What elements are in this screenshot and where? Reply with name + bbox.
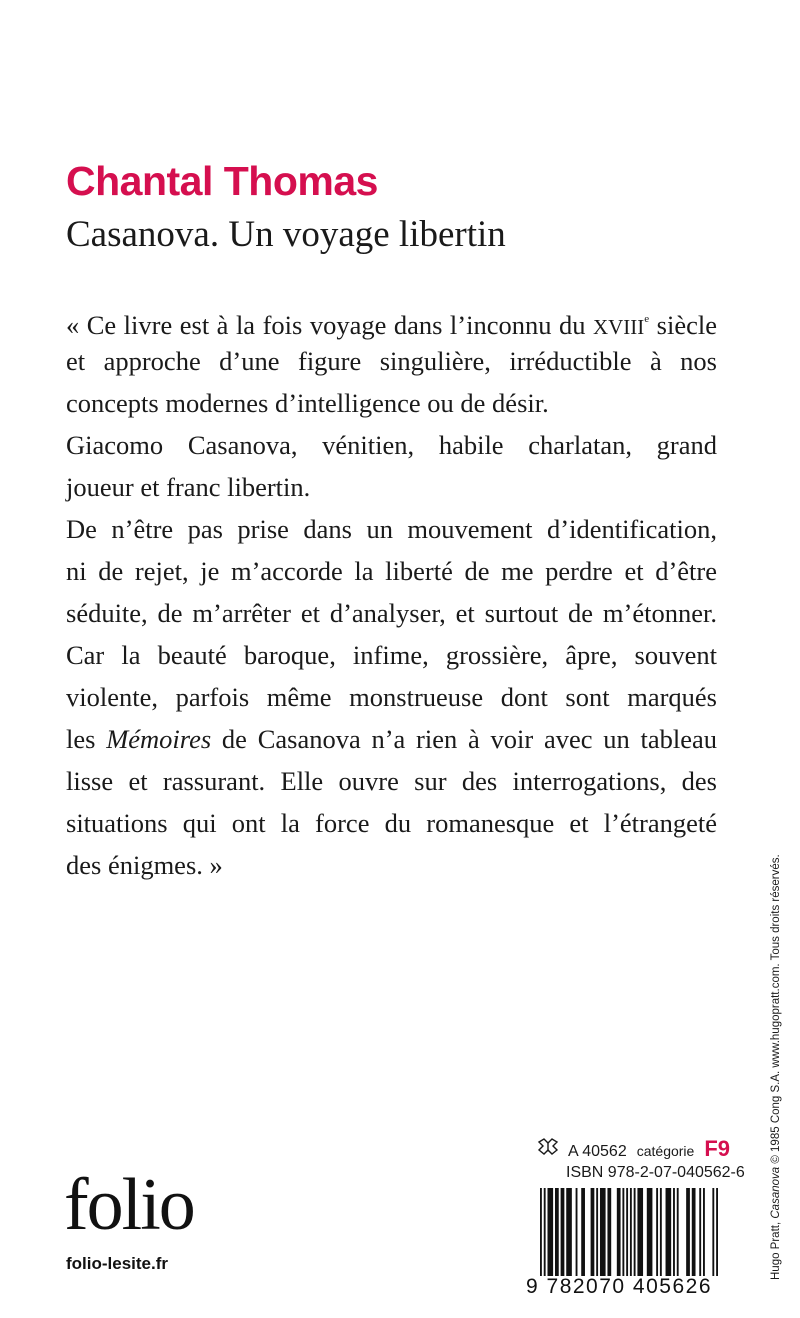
barcode-bar bbox=[692, 1188, 696, 1276]
publisher-website: folio-lesite.fr bbox=[66, 1254, 169, 1273]
folio-mark-icon bbox=[536, 1138, 560, 1156]
century-superscript: e bbox=[644, 313, 650, 325]
folio-logo: folio bbox=[64, 1164, 194, 1246]
isbn: ISBN 978-2-07-040562-6 bbox=[566, 1164, 745, 1181]
category-value: F9 bbox=[704, 1136, 731, 1161]
barcode-bar bbox=[591, 1188, 595, 1276]
barcode bbox=[540, 1188, 718, 1276]
product-code-line bbox=[536, 1136, 730, 1162]
barcode-bar bbox=[712, 1188, 714, 1276]
blurb-line: Car la beauté baroque, infime, grossière, âpre, souvent bbox=[66, 640, 717, 670]
barcode-bar bbox=[677, 1188, 679, 1276]
blurb-line: et approche d’une figure singulière, irréductible à nos bbox=[66, 346, 717, 376]
barcode-bar bbox=[703, 1188, 705, 1276]
barcode-bar bbox=[622, 1188, 624, 1276]
barcode-bar bbox=[555, 1188, 559, 1276]
product-code: A 40562 bbox=[568, 1143, 627, 1160]
barcode-bar bbox=[566, 1188, 572, 1276]
barcode-bar bbox=[656, 1188, 658, 1276]
blurb-line: situations qui ont la force du romanesque et l’étrangeté bbox=[66, 808, 717, 838]
barcode-bar bbox=[547, 1188, 553, 1276]
barcode-bar bbox=[647, 1188, 653, 1276]
barcode-bar bbox=[607, 1188, 611, 1276]
barcode-digits: 9 782070 405626 bbox=[526, 1275, 712, 1298]
blurb-text bbox=[66, 298, 717, 886]
barcode-bar bbox=[637, 1188, 643, 1276]
blurb-line: Giacomo Casanova, vénitien, habile charlatan, grand bbox=[66, 430, 717, 460]
barcode-bar bbox=[686, 1188, 690, 1276]
blurb-line: les Mémoires de Casanova n’a rien à voir avec un tableau bbox=[66, 724, 717, 754]
barcode-bar bbox=[716, 1188, 718, 1276]
illustration-credit: Hugo Pratt, Casanova © 1985 Cong S.A. www.hugopratt.com. Tous droits réservés. bbox=[770, 854, 782, 1280]
barcode-bar bbox=[660, 1188, 662, 1276]
barcode-bar bbox=[666, 1188, 672, 1276]
barcode-bar bbox=[617, 1188, 621, 1276]
blurb-line: violente, parfois même monstrueuse dont sont marqués bbox=[66, 682, 717, 712]
barcode-bar bbox=[576, 1188, 578, 1276]
blurb-line: « Ce livre est à la fois voyage dans l’inconnu du XVIIIe siècle bbox=[66, 310, 717, 340]
century-numeral: XVIII bbox=[592, 315, 645, 339]
blurb-line: séduite, de m’arrêter et d’analyser, et surtout de m’étonner. bbox=[66, 598, 717, 628]
barcode-bar bbox=[699, 1188, 701, 1276]
blurb-line: De n’être pas prise dans un mouvement d’identification, bbox=[66, 514, 717, 544]
barcode-bar bbox=[561, 1188, 565, 1276]
barcode-bar bbox=[600, 1188, 606, 1276]
barcode-bar bbox=[634, 1188, 636, 1276]
barcode-bar bbox=[673, 1188, 675, 1276]
blurb-line: lisse et rassurant. Elle ouvre sur des interrogations, des bbox=[66, 766, 717, 796]
barcode-bar bbox=[581, 1188, 585, 1276]
category-label: catégorie bbox=[636, 1143, 695, 1159]
book-title: Casanova. Un voyage libertin bbox=[66, 214, 506, 255]
barcode-bar bbox=[626, 1188, 628, 1276]
barcode-bar bbox=[596, 1188, 598, 1276]
blurb-line: ni de rejet, je m’accorde la liberté de me perdre et d’être bbox=[66, 556, 717, 586]
memoires-italic: Mémoires bbox=[106, 724, 212, 754]
blurb-line: concepts modernes d’intelligence ou de désir. bbox=[66, 388, 549, 418]
blurb-line: joueur et franc libertin. bbox=[66, 472, 311, 502]
barcode-bar bbox=[544, 1188, 546, 1276]
barcode-bar bbox=[630, 1188, 632, 1276]
author-name: Chantal Thomas bbox=[66, 158, 378, 204]
barcode-bar bbox=[540, 1188, 542, 1276]
blurb-line: des énigmes. » bbox=[66, 850, 223, 880]
